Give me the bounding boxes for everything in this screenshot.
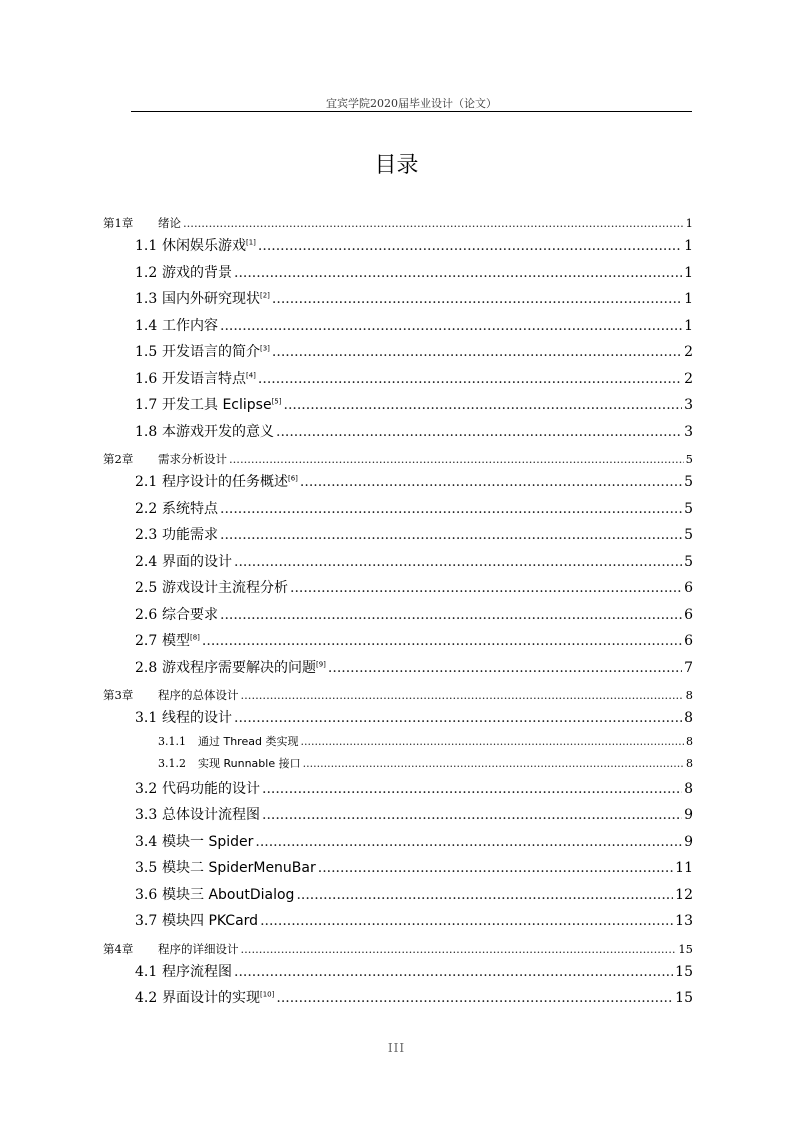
toc-entry[interactable] xyxy=(103,934,693,958)
toc-entry-number: 第2章 xyxy=(103,452,134,466)
toc-entry-title: 总体设计流程图 xyxy=(162,807,260,823)
toc-entry[interactable] xyxy=(103,495,693,522)
toc-entry-page: 9 xyxy=(684,807,693,823)
toc-entry[interactable] xyxy=(103,601,693,628)
citation-marker: [10] xyxy=(260,990,275,999)
toc-entry[interactable] xyxy=(103,753,693,775)
toc-entry-number: 3.1 xyxy=(135,710,158,726)
toc-entry[interactable] xyxy=(103,828,693,855)
toc-entry-number: 3.3 xyxy=(135,807,158,823)
toc-entry-page: 15 xyxy=(678,941,693,956)
toc-entry[interactable] xyxy=(103,854,693,881)
toc-entry-title: 工作内容 xyxy=(162,317,218,334)
toc-entry-title: 游戏程序需要解决的问题[9] xyxy=(162,659,326,676)
toc-entry-page: 15 xyxy=(675,963,693,980)
dot-leader xyxy=(220,601,682,629)
dot-leader xyxy=(234,548,682,576)
citation-marker: [2] xyxy=(260,291,270,300)
toc-entry-number: 2.5 xyxy=(135,580,158,596)
toc-entry-page: 11 xyxy=(675,860,693,876)
dot-leader xyxy=(328,654,682,682)
dot-leader xyxy=(303,753,684,775)
toc-entry-number: 2.2 xyxy=(135,500,158,517)
toc-entry-page: 1 xyxy=(684,317,693,334)
dot-leader xyxy=(300,731,684,753)
toc-entry-title: 界面设计的实现[10] xyxy=(162,990,275,1006)
toc-entry-number: 1.1 xyxy=(135,238,158,254)
dot-leader xyxy=(258,232,682,260)
dot-leader xyxy=(202,627,682,655)
toc-entry-page: 5 xyxy=(684,527,693,543)
toc-entry-number: 2.6 xyxy=(135,606,158,623)
dot-leader xyxy=(262,801,682,829)
toc-entry[interactable] xyxy=(103,232,693,259)
toc-entry-title: 模块三 AboutDialog xyxy=(162,886,295,903)
dot-leader xyxy=(296,881,673,909)
toc-entry-title: 开发工具 Eclipse[5] xyxy=(162,397,282,413)
toc-entry[interactable] xyxy=(103,365,693,392)
toc-entry-title: 功能需求 xyxy=(162,527,218,543)
toc-entry[interactable] xyxy=(103,958,693,985)
toc-entry-title: 本游戏开发的意义 xyxy=(162,423,274,440)
toc-entry[interactable] xyxy=(103,521,693,548)
dot-leader xyxy=(272,338,682,366)
toc-entry-page: 1 xyxy=(684,238,693,254)
toc-entry[interactable] xyxy=(103,654,693,681)
toc-entry-page: 3 xyxy=(684,423,693,440)
dot-leader xyxy=(300,468,682,496)
toc-entry-page: 1 xyxy=(684,291,693,307)
toc-title: 目录 xyxy=(374,153,419,178)
toc-entry-page: 5 xyxy=(684,474,693,490)
dot-leader xyxy=(284,391,683,419)
toc-entry[interactable] xyxy=(103,444,693,468)
toc-entry-title: 程序设计的任务概述[6] xyxy=(162,474,298,490)
toc-entry[interactable] xyxy=(103,312,693,339)
toc-entry-number: 1.2 xyxy=(135,264,158,281)
toc-entry-page: 5 xyxy=(684,553,693,570)
dot-leader xyxy=(272,285,682,313)
dot-leader xyxy=(260,907,673,935)
toc-entry-title: 需求分析设计 xyxy=(158,452,227,466)
toc-entry[interactable] xyxy=(103,775,693,802)
toc-entry-title: 程序的总体设计 xyxy=(158,688,239,702)
toc-entry-title: 国内外研究现状[2] xyxy=(162,291,270,307)
toc-entry[interactable] xyxy=(103,627,693,654)
toc-entry-number: 第1章 xyxy=(103,216,134,230)
toc-entry-number: 第3章 xyxy=(103,688,134,702)
toc-entry-number: 4.1 xyxy=(135,963,158,980)
toc-entry-number: 3.7 xyxy=(135,913,158,929)
toc-entry[interactable] xyxy=(103,468,693,495)
toc-entry[interactable] xyxy=(103,548,693,575)
toc-entry-number: 2.1 xyxy=(135,474,158,490)
toc-entry-page: 5 xyxy=(685,452,693,466)
toc-entry-page: 2 xyxy=(684,370,693,387)
citation-marker: [3] xyxy=(260,344,270,353)
toc-entry-page: 8 xyxy=(686,756,693,770)
toc-entry-page: 6 xyxy=(684,633,693,649)
toc-entry[interactable] xyxy=(103,704,693,731)
toc-entry[interactable] xyxy=(103,208,693,232)
toc-entry-number: 1.4 xyxy=(135,317,158,334)
toc-entry-number: 2.4 xyxy=(135,553,158,570)
table-of-contents xyxy=(103,208,693,1011)
toc-entry[interactable] xyxy=(103,259,693,286)
toc-entry-number: 4.2 xyxy=(135,990,158,1006)
toc-entry-title: 程序流程图 xyxy=(162,963,232,980)
toc-entry-page: 9 xyxy=(684,833,693,850)
citation-marker: [6] xyxy=(288,474,298,483)
toc-entry-title: 代码功能的设计 xyxy=(162,780,260,797)
toc-entry-number: 3.1.2 xyxy=(158,756,186,770)
header-rule xyxy=(131,111,692,112)
page-number: III xyxy=(387,1041,406,1055)
toc-entry-title: 模型[8] xyxy=(162,633,200,649)
toc-entry-page: 7 xyxy=(684,659,693,676)
toc-entry-title: 综合要求 xyxy=(162,606,218,623)
toc-entry-title: 开发语言的简介[3] xyxy=(162,344,270,360)
toc-entry-page: 6 xyxy=(684,580,693,596)
toc-entry-title: 实现 Runnable 接口 xyxy=(198,756,301,770)
toc-entry-title: 模块四 PKCard xyxy=(162,913,259,929)
toc-entry-title: 模块二 SpiderMenuBar xyxy=(162,860,316,876)
dot-leader xyxy=(262,775,682,803)
toc-entry[interactable] xyxy=(103,984,693,1011)
dot-leader xyxy=(234,259,682,287)
toc-entry-page: 13 xyxy=(675,913,693,929)
toc-entry-number: 1.7 xyxy=(135,397,158,413)
toc-entry-page: 12 xyxy=(675,886,693,903)
toc-entry-page: 8 xyxy=(685,688,693,702)
citation-marker: [9] xyxy=(316,659,326,668)
toc-entry-title: 线程的设计 xyxy=(162,710,232,726)
dot-leader xyxy=(220,521,682,549)
toc-entry[interactable] xyxy=(103,680,693,704)
toc-entry-title: 模块一 Spider xyxy=(162,833,254,850)
citation-marker: [8] xyxy=(190,633,200,642)
toc-entry-page: 3 xyxy=(684,397,693,413)
toc-entry-number: 1.3 xyxy=(135,291,158,307)
citation-marker: [4] xyxy=(246,370,256,379)
toc-entry-number: 3.4 xyxy=(135,833,158,850)
toc-entry-number: 3.2 xyxy=(135,780,158,797)
toc-entry-page: 1 xyxy=(685,216,693,230)
toc-entry-number: 2.8 xyxy=(135,659,158,676)
toc-entry[interactable] xyxy=(103,881,693,908)
toc-entry[interactable] xyxy=(103,574,693,601)
dot-leader xyxy=(220,312,682,340)
toc-entry-number: 3.6 xyxy=(135,886,158,903)
toc-entry-title: 系统特点 xyxy=(162,500,218,517)
toc-entry[interactable] xyxy=(103,418,693,445)
toc-entry-page: 8 xyxy=(684,780,693,797)
toc-entry[interactable] xyxy=(103,801,693,828)
citation-marker: [5] xyxy=(271,397,282,406)
toc-entry-page: 8 xyxy=(686,734,693,748)
dot-leader xyxy=(318,854,673,882)
toc-entry-number: 1.5 xyxy=(135,344,158,360)
toc-entry-page: 8 xyxy=(684,710,693,726)
toc-entry-title: 游戏的背景 xyxy=(162,264,232,281)
toc-entry-title: 绪论 xyxy=(158,216,181,230)
dot-leader xyxy=(234,958,673,986)
toc-entry-page: 15 xyxy=(675,990,693,1006)
toc-entry-number: 1.8 xyxy=(135,423,158,440)
toc-entry-title: 程序的详细设计 xyxy=(158,941,239,956)
toc-entry-title: 游戏设计主流程分析 xyxy=(162,580,288,596)
dot-leader xyxy=(220,495,682,523)
toc-entry[interactable] xyxy=(103,285,693,312)
toc-entry-number: 2.7 xyxy=(135,633,158,649)
toc-entry-page: 5 xyxy=(684,500,693,517)
dot-leader xyxy=(255,828,682,856)
toc-entry-number: 2.3 xyxy=(135,527,158,543)
toc-entry-page: 2 xyxy=(684,344,693,360)
toc-entry[interactable] xyxy=(103,907,693,934)
toc-entry[interactable] xyxy=(103,338,693,365)
toc-entry-number: 3.5 xyxy=(135,860,158,876)
page-header: 宜宾学院2020届毕业设计（论文） xyxy=(326,97,497,110)
toc-entry-title: 开发语言特点[4] xyxy=(162,370,256,387)
dot-leader xyxy=(290,574,682,602)
toc-entry-page: 6 xyxy=(684,606,693,623)
toc-entry-number: 第4章 xyxy=(103,941,134,956)
toc-entry-number: 3.1.1 xyxy=(158,734,186,748)
toc-entry-page: 1 xyxy=(684,264,693,281)
toc-entry-title: 休闲娱乐游戏[1] xyxy=(162,238,256,254)
toc-entry[interactable] xyxy=(103,391,693,418)
toc-entry-title: 通过 Thread 类实现 xyxy=(198,734,299,748)
toc-entry-number: 1.6 xyxy=(135,370,158,387)
toc-entry-title: 界面的设计 xyxy=(162,553,232,570)
dot-leader xyxy=(258,365,682,393)
toc-entry[interactable] xyxy=(103,731,693,753)
dot-leader xyxy=(234,704,682,732)
dot-leader xyxy=(276,418,682,446)
dot-leader xyxy=(276,984,673,1012)
citation-marker: [1] xyxy=(246,238,256,247)
